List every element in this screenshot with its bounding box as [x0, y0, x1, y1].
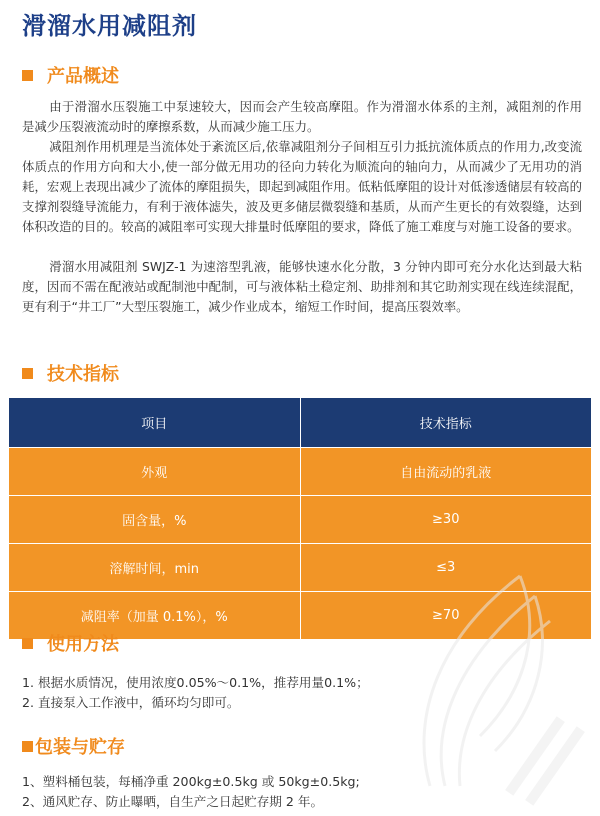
bullet-square-icon — [22, 741, 33, 752]
table-cell: 自由流动的乳液 — [300, 448, 592, 496]
table-cell: ≥70 — [300, 592, 592, 640]
list-item: 2. 直接泵入工作液中，循环均匀即可。 — [22, 695, 240, 710]
section-heading-specs — [22, 360, 119, 386]
section-heading-overview — [22, 62, 119, 88]
section-heading-usage — [22, 630, 119, 656]
page-title: 滑溜水用减阻剂 — [22, 12, 197, 40]
section-heading-label: 产品概述 — [47, 66, 119, 87]
section-heading-label: 技术指标 — [47, 364, 119, 385]
table-row — [9, 544, 592, 592]
bullet-square-icon — [22, 638, 33, 649]
section-heading-label: 使用方法 — [47, 634, 119, 655]
overview-paragraph: 由于滑溜水压裂施工中泵速较大，因而会产生较高摩阻。作为滑溜水体系的主剂，减阻剂的作用是减少压裂液流动时的摩擦系数，从而减少施工压力。 — [22, 99, 582, 134]
table-row — [9, 496, 592, 544]
table-header-row — [9, 398, 592, 448]
packaging-list — [22, 772, 360, 812]
table-row — [9, 448, 592, 496]
column-header: 项目 — [9, 398, 301, 448]
overview-paragraph: 滑溜水用减阻剂 SWJZ-1 为速溶型乳液，能够快速水化分散，3 分钟内即可充分水化达到最大粘度，因而不需在配液站或配制池中配制，可与液体粘土稳定剂、助排剂和其它助剂实现在线连续混配，更有利于“井工厂”大型压裂施工，减少作业成本，缩短工作时间，提高压裂效率。 — [22, 259, 582, 314]
table-cell: 溶解时间，min — [9, 544, 301, 592]
spec-table — [8, 397, 592, 640]
table-cell: 外观 — [9, 448, 301, 496]
table-cell: 固含量，% — [9, 496, 301, 544]
list-item: 1. 根据水质情况，使用浓度0.05%～0.1%，推荐用量0.1%； — [22, 675, 369, 690]
list-item: 1、塑料桶包装，每桶净重 200kg±0.5kg 或 50kg±0.5kg; — [22, 774, 360, 789]
table-cell: ≤3 — [300, 544, 592, 592]
list-item: 2、通风贮存、防止曝晒，自生产之日起贮存期 2 年。 — [22, 794, 324, 809]
section-heading-packaging — [22, 733, 125, 759]
bullet-square-icon — [22, 368, 33, 379]
section-heading-label: 包装与贮存 — [35, 737, 125, 758]
table-cell: ≥30 — [300, 496, 592, 544]
usage-list — [22, 673, 369, 713]
bullet-square-icon — [22, 70, 33, 81]
column-header: 技术指标 — [300, 398, 592, 448]
overview-paragraph: 减阻剂作用机理是当流体处于紊流区后,依靠减阻剂分子间相互引力抵抗流体质点的作用力,改变流体质点的作用方向和大小,使一部分做无用功的径向力转化为顺流向的轴向力，从而减少了无用功的消耗，宏观上表现出减少了流体的摩阻损失，即起到减阻作用。低粘低摩阻的设计对低渗透储层有较高的支撑剂裂缝导流能力，有利于液体滤失，波及更多储层微裂缝和基质，从而产生更长的有效裂缝，达到体积改造的目的。较高的减阻率可实现大排量时低摩阻的要求，降低了施工难度与对施工设备的要求。 — [22, 139, 582, 234]
table-cell: 减阻率（加量 0.1%），% — [9, 592, 301, 640]
